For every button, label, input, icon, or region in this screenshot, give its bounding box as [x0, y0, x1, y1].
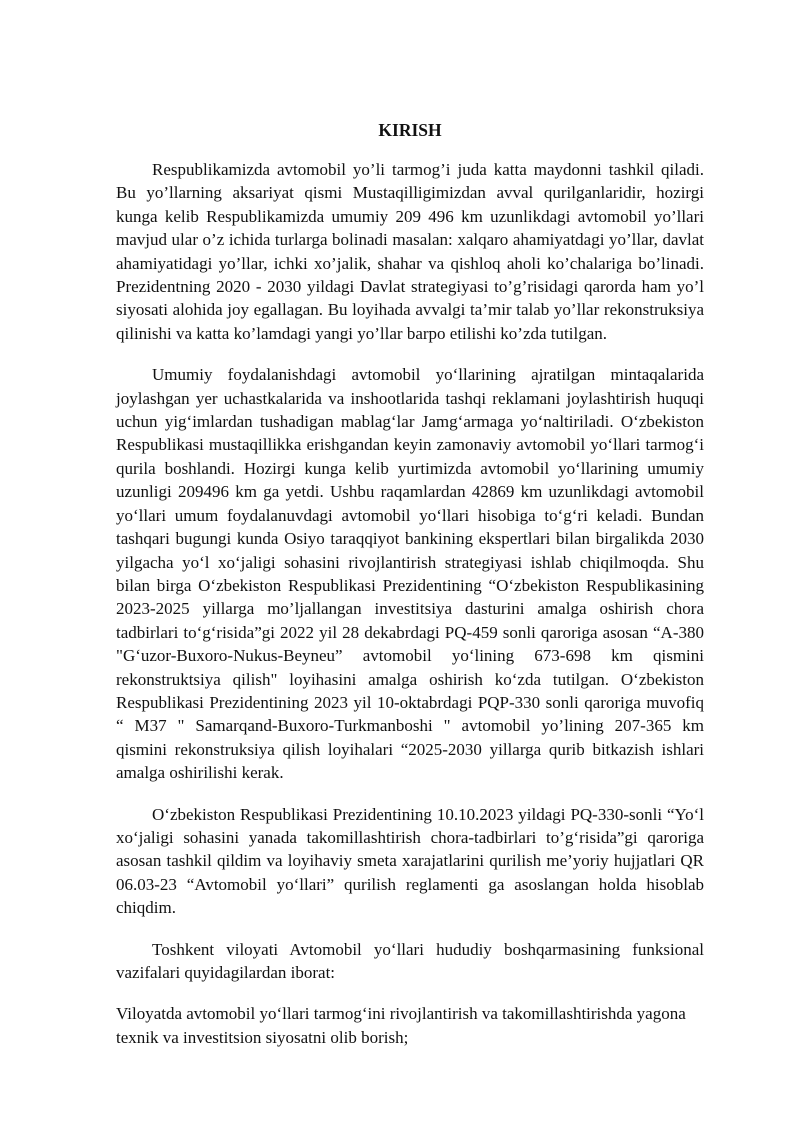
paragraph-road-network: Umumiy foydalanishdagi avtomobil yo‘llarining ajratilgan mintaqalarida joylashgan yer uchastkalarida va inshootlarida tashqi reklamani joylashtirish huquqi uchun yig‘imlardan tushadigan mablag‘lar Jamg‘armaga yo‘naltiriladi. O‘zbekiston Respublikasi mustaqillikka erishgandan keyin zamonaviy avtomobil yo‘llari tarmog‘i qurila boshlandi. Hozirgi kunga kelib yurtimizda avtomobil yo‘llarining umumiy uzunligi 209496 km ga yetdi. Ushbu raqamlardan 42869 km uzunlikdagi avtomobil yo‘llari umum foydalanuvdagi avtomobil yo‘llari hisobiga to‘g‘ri keladi. Bundan tashqari bugungi kunda Osiyo taraqqiyot bankining ekspertlari bilan birgalikda 2030 yilgacha yo‘l xo‘jaligi sohasini rivojlantirish strategiyasi ishlab chiqilmoqda. Shu bilan birga O‘zbekiston Respublikasi Prezidentining “O‘zbekiston Respublikasining 2023-2025 yillarga mo’ljallangan investitsiya dasturini amalga oshirish chora tadbirlari to‘g‘risida”gi 2022 yil 28 dekabrdagi PQ-459 sonli qaroriga asosan “A-380 "G‘uzor-Buxoro-Nukus-Beyneu” avtomobil yo‘lining 673-698 km qismini rekonstruktsiya qilish" loyihasini amalga oshirish ko‘zda tutilgan. O‘zbekiston Respublikasi Prezidentining 2023 yil 10-oktabrdagi PQP-330 sonli qaroriga muvofiq “ M37 " Samarqand-Buxoro-Turkmanboshi " avtomobil yo’lining 207-365 km qismini rekonstruksiya qilish loyihalari “2025-2030 yillarga qurib bitkazish ishlari amalga oshirilishi kerak. — [116, 365, 704, 783]
paragraph-functions-intro: Toshkent viloyati Avtomobil yo‘llari hududiy boshqarmasining funksional vazifalari quyidagilardan iborat: — [116, 939, 704, 982]
document-title: KIRISH — [378, 120, 442, 140]
paragraph-decree: O‘zbekiston Respublikasi Prezidentining 10.10.2023 yildagi PQ-330-sonli “Yo‘l xo‘jaligi sohasini yanada takomillashtirish chora-tadbirlari to’g‘risida”gi qaroriga asosan tashkil qildim va loyihaviy smeta xarajatlarini qurilish me’yoriy hujjatlari QR 06.03-23 “Avtomobil yo‘llari” qurilish reglamenti ga asoslangan holda hisoblab chiqdim. — [116, 804, 704, 918]
paragraph-function-item: Viloyatda avtomobil yo‘llari tarmog‘ini rivojlantirish va takomillashtirishda yagona texnik va investitsion siyosatni olib borish; — [116, 1004, 686, 1047]
document-body — [116, 158, 704, 1067]
paragraph-intro: Respublikamizda avtomobil yo’li tarmog’i juda katta maydonni tashkil qiladi. Bu yo’llarning aksariyat qismi Mustaqilligimizdan avval qurilganlaridir, hozirgi kunga kelib Respublikamizda umumiy 209 496 km uzunlikdagi avtomobil yo’llari mavjud ular o’z ichida turlarga bolinadi masalan: xalqaro ahamiyatdagi yo’llar, davlat ahamiyatidagi yo’llar, ichki xo’jalik, shahar va qishloq aholi ko’chalariga bo’linadi. Prezidentning 2020 - 2030 yildagi Davlat strategiyasi to’g’risidagi qarorda ham yo’l siyosati alohida joy egallagan. Bu loyihada avvalgi ta’mir talab yo’llar rekonstruksiya qilinishi va katta ko’lamdagi yangi yo’llar barpo etilishi ko’zda tutilgan. — [116, 160, 704, 343]
